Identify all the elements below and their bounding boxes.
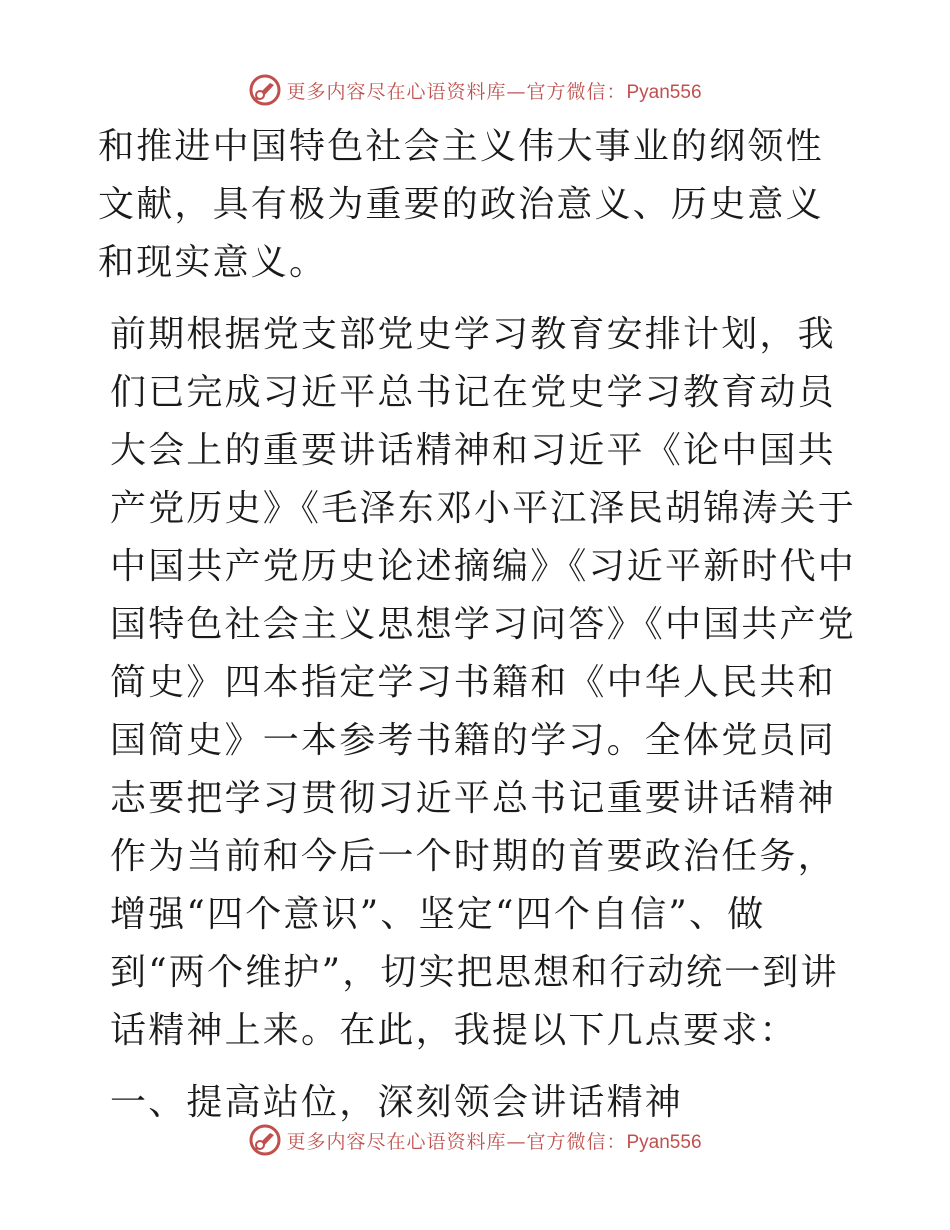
section-heading: 一、提高站位，深刻领会讲话精神 — [110, 1082, 684, 1123]
wechat-id: Pyan556 — [626, 81, 702, 103]
paragraph-intro: 和推进中国特色社会主义伟大事业的纲领性文献，具有极为重要的政治意义、历史意义和现实意义。 — [98, 126, 824, 283]
footer-watermark — [0, 1120, 950, 1160]
watermark-text: 更多内容尽在心语资料库—官方微信：Pyan556 — [286, 80, 702, 103]
brush-circle-logo-icon — [248, 73, 282, 107]
document-body — [98, 118, 858, 1132]
wechat-id: Pyan556 — [626, 1131, 702, 1153]
header-watermark — [0, 70, 950, 110]
watermark-text: 更多内容尽在心语资料库—官方微信：Pyan556 — [286, 1130, 702, 1153]
paragraph-main: 前期根据党支部党史学习教育安排计划，我们已完成习近平总书记在党史学习教育动员大会上的重要讲话精神和习近平《论中国共产党历史》《毛泽东邓小平江泽民胡锦涛关于中国共产党历史论述摘编》《习近平新时代中国特色社会主义思想学习问答》《中国共产党简史》四本指定学习书籍和《中华人民共和国简史》一本参考书籍的学习。全体党员同志要把学习贯彻习近平总书记重要讲话精神作为当前和今后一个时期的首要政治任务，增强“四个意识”、坚定“四个自信”、做到“两个维护”，切实把思想和行动统一到讲话精神上来。在此，我提以下几点要求： — [110, 314, 857, 1051]
brush-circle-logo-icon — [248, 1123, 282, 1157]
